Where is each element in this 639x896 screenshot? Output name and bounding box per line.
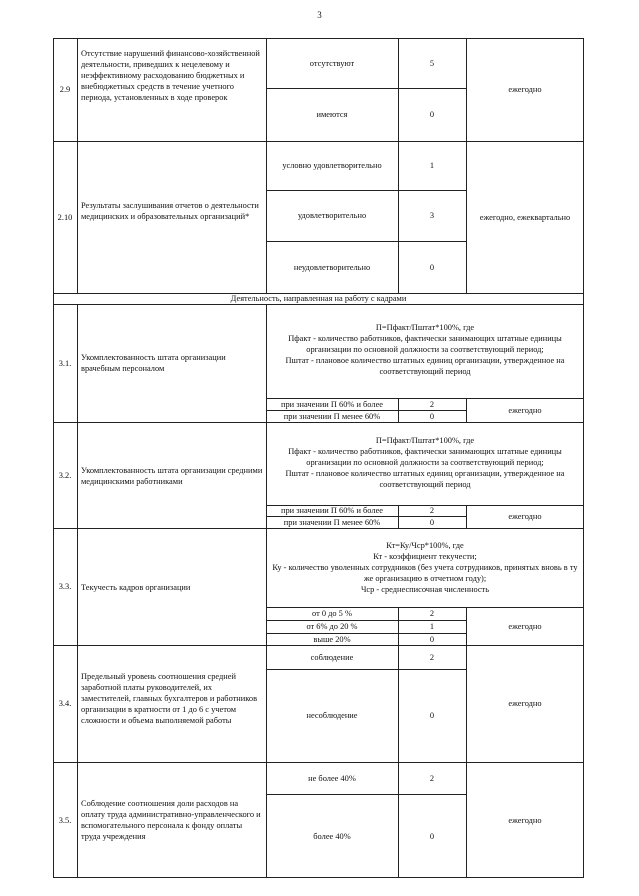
option-label: выше 20%	[313, 635, 351, 644]
formula-line: П=Пфакт/Пштат*100%, где	[375, 436, 475, 445]
period-text: ежегодно	[508, 85, 542, 94]
row-number: 3.1.	[58, 358, 72, 368]
option-score: 0	[429, 262, 435, 272]
option-label: неудовлетворительно	[293, 262, 371, 272]
page-number: 3	[317, 10, 322, 20]
criterion-text: Отсутствие нарушений финансово-хозяйственной деятельности, приведших к нецелевому и неэффективному расходованию бюджетных и внебюджетных средств в течение учетного периода, установленных в ходе проверок	[81, 49, 260, 102]
option-label: при значении П 60% и более	[281, 506, 383, 515]
formula-text	[268, 540, 582, 595]
row-number: 3.5.	[58, 815, 72, 825]
option-score: 2	[429, 400, 435, 409]
option-label: соблюдение	[310, 652, 354, 662]
option-label: имеются	[316, 110, 348, 119]
period-text: ежегодно	[508, 512, 542, 521]
option-label: при значении П менее 60%	[283, 412, 381, 421]
option-label: удовлетворительно	[297, 211, 367, 220]
row-number: 2.10	[57, 212, 73, 222]
option-label: при значении П 60% и более	[281, 400, 383, 409]
option-score: 0	[429, 518, 435, 527]
formula-text	[268, 435, 582, 490]
formula-line: Пштат - плановое количество штатных единиц организации, утвержденное на соответствующий период	[285, 356, 565, 376]
option-score: 5	[429, 58, 435, 68]
option-score: 2	[429, 609, 435, 618]
row-number: 3.2.	[58, 470, 72, 480]
option-label: более 40%	[313, 831, 351, 841]
formula-line: Кт - коэффициент текучести;	[373, 552, 477, 561]
option-score: 2	[429, 652, 435, 662]
option-score: 0	[429, 831, 435, 841]
criterion-text: Предельный уровень соотношения средней заработной платы руководителей, их заместителей, главных бухгалтеров и работников организации в кратности от 1 до 6 с учетом сложности и объема выполняемой работы	[81, 672, 258, 725]
option-score: 0	[429, 412, 435, 421]
option-score: 0	[429, 711, 435, 720]
option-label: от 6% до 20 %	[306, 622, 358, 631]
row-number: 3.3.	[58, 582, 72, 591]
option-score: 1	[429, 161, 435, 170]
option-score: 1	[429, 622, 435, 631]
criterion-text: Текучесть кадров организации	[81, 583, 191, 592]
option-score: 0	[429, 635, 435, 644]
option-label: отсутствуют	[309, 58, 355, 68]
formula-line: Пфакт - количество работников, фактически занимающих штатные единицы организации по основной должности за соответствующий период;	[288, 447, 562, 467]
formula-line: П=Пфакт/Пштат*100%, где	[375, 323, 475, 332]
period-text: ежегодно	[508, 699, 542, 708]
option-label: не более 40%	[308, 773, 356, 783]
option-label: условно удовлетворительно	[282, 161, 382, 170]
criterion-text: Результаты заслушивания отчетов о деятельности медицинских и образовательных организаций*	[81, 201, 259, 221]
option-score: 2	[429, 506, 435, 515]
option-label: несоблюдение	[306, 711, 358, 720]
criterion-text: Укомплектованность штата организации средними медицинскими работниками	[81, 466, 263, 486]
formula-line: Пштат - плановое количество штатных единиц организации, утвержденное на соответствующий период	[285, 469, 565, 489]
row-number: 3.4.	[58, 699, 72, 708]
option-score: 2	[429, 773, 435, 783]
section-header: Деятельность, направленная на работу с кадрами	[230, 294, 407, 303]
formula-text	[268, 322, 582, 377]
period-text: ежегодно	[508, 815, 542, 825]
formula-line: Ку - количество уволенных сотрудников (без учета сотрудников, принятых вновь в ту же организацию в отчетном году);	[272, 563, 578, 583]
criterion-text: Соблюдение соотношения доли расходов на оплату труда административно-управленческого и вспомогательного персонала к фонду оплаты труда учреждения	[81, 799, 261, 841]
formula-line: Пфакт - количество работников, фактически занимающих штатные единицы организации по основной должности за соответствующий период;	[288, 334, 562, 354]
formula-line: Кт=Ку/Чср*100%, где	[386, 541, 464, 550]
formula-line: Чср - среднесписочная численность	[360, 585, 490, 594]
period-text: ежегодно	[508, 405, 542, 415]
option-label: при значении П менее 60%	[283, 518, 381, 527]
option-score: 3	[429, 211, 435, 220]
period-text: ежегодно	[508, 621, 542, 631]
criterion-text: Укомплектованность штата организации врачебным персоналом	[81, 353, 226, 373]
row-number: 2.9	[59, 85, 71, 94]
option-label: от 0 до 5 %	[312, 609, 352, 618]
option-score: 0	[429, 110, 435, 119]
period-text: ежегодно, ежеквартально	[479, 212, 571, 222]
